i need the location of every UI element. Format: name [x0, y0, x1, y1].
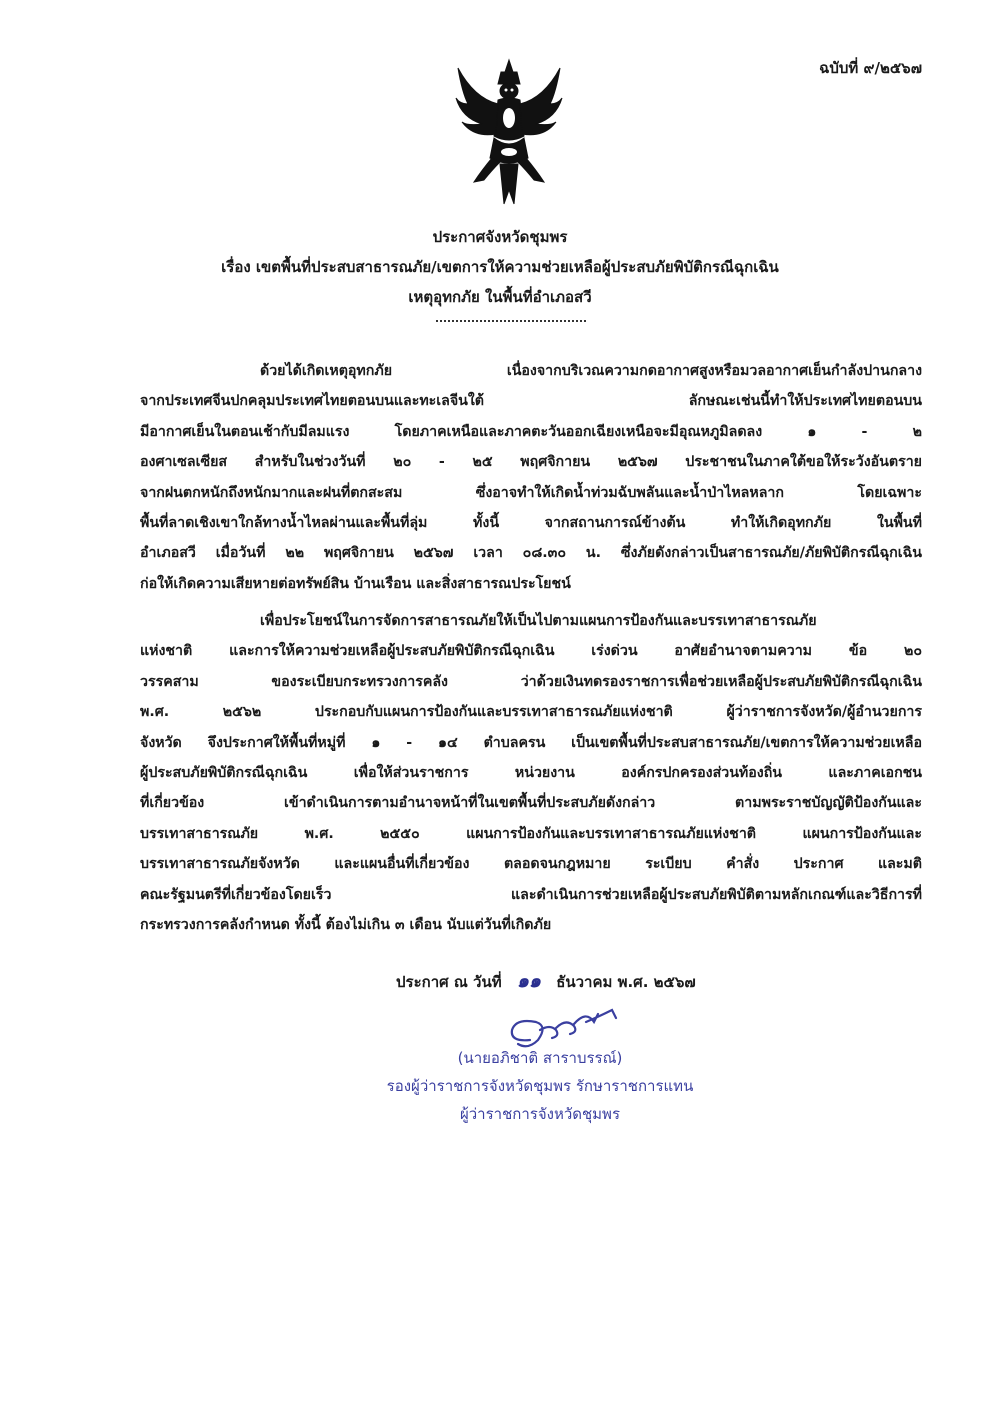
announcement-date [396, 966, 696, 996]
signature-block [330, 1044, 750, 1128]
garuda-emblem-icon [454, 58, 564, 208]
document-title: ประกาศจังหวัดชุมพร [432, 228, 568, 246]
signatory-position: รองผู้ว่าราชการจังหวัดชุมพร รักษาราชการแทน [386, 1077, 694, 1095]
paragraph-line: คณะรัฐมนตรีที่เกี่ยวข้องโดยเร็ว และดำเนินการช่วยเหลือผู้ประสบภัยพิบัติตามหลักเกณฑ์และวิธีการที่ [140, 886, 922, 903]
header-divider [436, 320, 586, 322]
paragraph-line: จากฝนตกหนักถึงหนักมากและฝนที่ตกสะสม ซึ่งอาจทำให้เกิดน้ำท่วมฉับพลันและน้ำป่าไหลหลาก โดยเฉพาะ [140, 484, 922, 501]
paragraph-line: บรรเทาสาธารณภัย พ.ศ. ๒๕๕๐ แผนการป้องกันและบรรเทาสาธารณภัยแห่งชาติ แผนการป้องกันและ [140, 825, 922, 842]
announcement-day: ๑๑ [516, 970, 541, 992]
signatory-position-continued: ผู้ว่าราชการจังหวัดชุมพร [459, 1105, 621, 1123]
paragraph-line: ที่เกี่ยวข้อง เข้าดำเนินการตามอำนาจหน้าที่ในเขตพื้นที่ประสบภัยดังกล่าว ตามพระราชบัญญัติป้องกันและ [140, 795, 922, 812]
paragraph-line: จากประเทศจีนปกคลุมประเทศไทยตอนบนและทะเลจีนใต้ ลักษณะเช่นนี้ทำให้ประเทศไทยตอนบน [140, 393, 922, 410]
document-subject-continued: เหตุอุทกภัย ในพื้นที่อำเภอสวี [408, 288, 592, 306]
paragraph-line: เพื่อประโยชน์ในการจัดการสาธารณภัยให้เป็นไปตามแผนการป้องกันและบรรเทาสาธารณภัย [260, 613, 817, 629]
paragraph-line: แห่งชาติ และการให้ความช่วยเหลือผู้ประสบภัยพิบัติกรณีฉุกเฉิน เร่งด่วน อาศัยอำนาจตามความ ข้อ ๒๐ [140, 643, 922, 660]
paragraph-line: บรรเทาสาธารณภัยจังหวัด และแผนอื่นที่เกี่ยวข้อง ตลอดจนกฎหมาย ระเบียบ คำสั่ง ประกาศ และมติ [140, 856, 922, 873]
announcement-month-year: ธันวาคม พ.ศ. ๒๕๖๗ [556, 973, 696, 991]
paragraph-line: พ.ศ. ๒๕๖๒ ประกอบกับแผนการป้องกันและบรรเทาสาธารณภัยแห่งชาติ ผู้ว่าราชการจังหวัด/ผู้อำนวยการ [140, 704, 922, 721]
paragraph-line: ด้วยได้เกิดเหตุอุทกภัย เนื่องจากบริเวณความกดอากาศสูงหรือมวลอากาศเย็นกำลังปานกลาง [260, 363, 922, 379]
paragraph-line: องศาเซลเซียส สำหรับในช่วงวันที่ ๒๐ - ๒๕ พฤศจิกายน ๒๕๖๗ ประชาชนในภาคใต้ขอให้ระวังอันตราย [140, 454, 922, 471]
paragraph-line: อำเภอสวี เมื่อวันที่ ๒๒ พฤศจิกายน ๒๕๖๗ เวลา ๐๘.๓๐ น. ซึ่งภัยดังกล่าวเป็นสาธารณภัย/ภัยพิบัติกรณีฉุกเฉิน [140, 545, 922, 562]
paragraph-line: ผู้ประสบภัยพิบัติกรณีฉุกเฉิน เพื่อให้ส่วนราชการ หน่วยงาน องค์กรปกครองส่วนท้องถิ่น และภาคเอกชน [140, 765, 922, 782]
paragraph-line: จังหวัด จึงประกาศให้พื้นที่หมู่ที่ ๑ - ๑๔ ตำบลครน เป็นเขตพื้นที่ประสบสาธารณภัย/เขตการให้ความช่วยเหลือ [140, 734, 922, 751]
document-subject: เรื่อง เขตพื้นที่ประสบสาธารณภัย/เขตการให้ความช่วยเหลือผู้ประสบภัยพิบัติกรณีฉุกเฉิน [221, 258, 779, 276]
paragraph-line: กระทรวงการคลังกำหนด ทั้งนี้ ต้องไม่เกิน ๓ เดือน นับแต่วันที่เกิดภัย [140, 917, 552, 934]
signatory-name: (นายอภิชาติ สาราบรรณ์) [457, 1049, 623, 1067]
paragraph-line: พื้นที่ลาดเชิงเขาใกล้ทางน้ำไหลผ่านและพื้นที่ลุ่ม ทั้งนี้ จากสถานการณ์ข้างต้น ทำให้เกิดอุทกภัย ในพื้นที่ [140, 515, 922, 532]
paragraph-line: ก่อให้เกิดความเสียหายต่อทรัพย์สิน บ้านเรือน และสิ่งสาธารณประโยชน์ [140, 575, 571, 592]
announcement-prefix: ประกาศ ณ วันที่ [396, 973, 502, 991]
paragraph-line: มีอากาศเย็นในตอนเช้ากับมีลมแรง โดยภาคเหนือและภาคตะวันออกเฉียงเหนือจะมีอุณหภูมิลดลง ๑ - ๒ [140, 423, 922, 440]
paragraph-line: วรรคสาม ของระเบียบกระทรวงการคลัง ว่าด้วยเงินทดรองราชการเพื่อช่วยเหลือผู้ประสบภัยพิบัติกรณีฉุกเฉิน [140, 673, 922, 690]
document-header [0, 222, 1000, 312]
paragraph-2 [140, 606, 922, 940]
document-number: ฉบับที่ ๙/๒๕๖๗ [819, 59, 922, 77]
paragraph-1 [140, 356, 922, 599]
